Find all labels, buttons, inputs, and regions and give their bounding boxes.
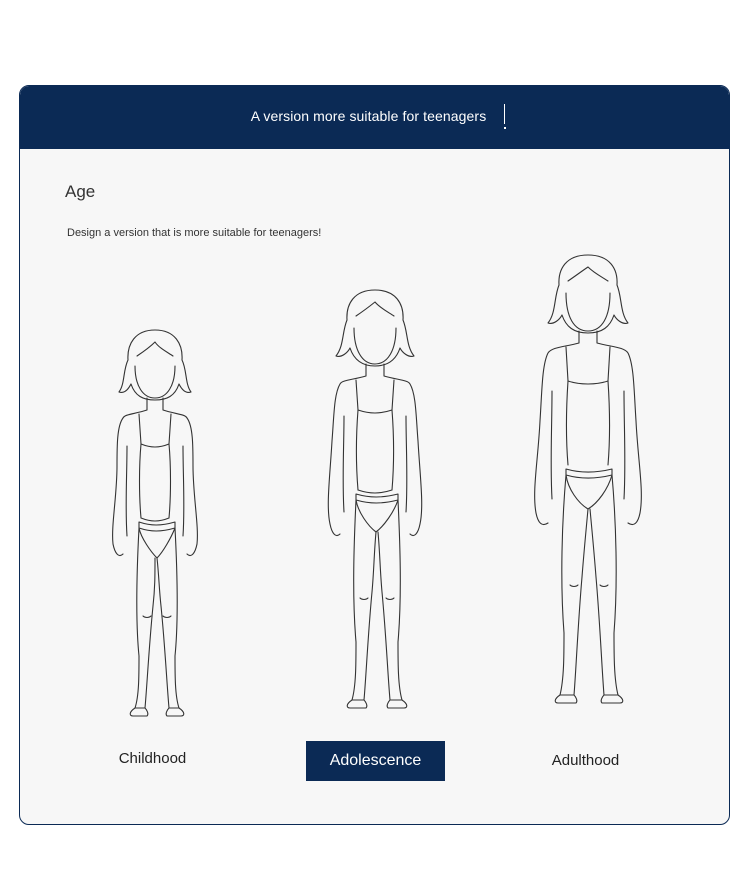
text-cursor	[504, 104, 505, 124]
child-body-illustration[interactable]	[95, 326, 215, 721]
adolescent-body-illustration[interactable]	[310, 286, 440, 721]
header-title: A version more suitable for teenagers	[250, 108, 487, 124]
adulthood-label[interactable]: Adulthood	[551, 752, 620, 769]
header-bar	[20, 86, 729, 149]
adolescence-label-selected[interactable]: Adolescence	[306, 741, 445, 781]
age-card	[19, 85, 730, 825]
adult-body-illustration[interactable]	[518, 251, 658, 721]
section-title: Age	[65, 182, 96, 201]
section-description: Design a version that is more suitable for teenagers!	[67, 227, 322, 239]
cursor-dot	[504, 127, 506, 129]
childhood-label[interactable]: Childhood	[118, 750, 187, 767]
